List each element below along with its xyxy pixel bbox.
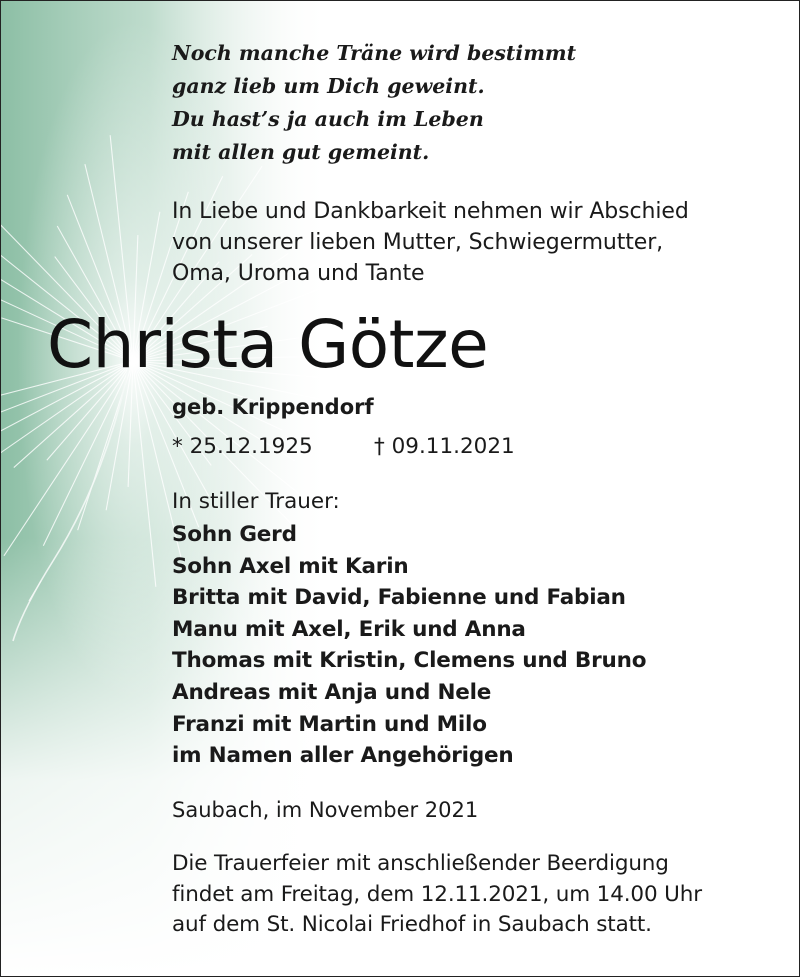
mourner-line: Thomas mit Kristin, Clemens und Bruno xyxy=(172,648,647,674)
mourner-line: Andreas mit Anja und Nele xyxy=(172,679,492,705)
mourner-line: Sohn Axel mit Karin xyxy=(172,553,409,579)
mourner-line: Franzi mit Martin und Milo xyxy=(172,711,487,737)
mourners-list xyxy=(172,519,646,772)
poem-line: ganz lieb um Dich geweint. xyxy=(172,74,485,98)
place-date: Saubach, im November 2021 xyxy=(172,798,479,822)
intro-text xyxy=(172,196,689,289)
funeral-line: Die Trauerfeier mit anschließender Beerdigung xyxy=(172,851,669,876)
poem-line: Noch manche Träne wird bestimmt xyxy=(172,41,577,65)
poem xyxy=(172,37,576,169)
maiden-name: geb. Krippendorf xyxy=(172,395,374,419)
birth-date: * 25.12.1925 xyxy=(172,434,313,459)
mourner-line: Sohn Gerd xyxy=(172,522,297,547)
intro-line: In Liebe und Dankbarkeit nehmen wir Abschied xyxy=(172,199,689,224)
mourner-line: im Namen aller Angehörigen xyxy=(172,743,514,769)
intro-line: von unserer lieben Mutter, Schwiegermutter, xyxy=(172,230,664,255)
funeral-line: findet am Freitag, dem 12.11.2021, um 14.00 Uhr xyxy=(172,881,702,907)
mourner-line: Britta mit David, Fabienne und Fabian xyxy=(172,585,626,611)
intro-line: Oma, Uroma und Tante xyxy=(172,261,425,286)
death-date: † 09.11.2021 xyxy=(374,434,515,459)
poem-line: mit allen gut gemeint. xyxy=(172,140,430,164)
funeral-line: auf dem St. Nicolai Friedhof in Saubach statt. xyxy=(172,912,652,937)
poem-line: Du hast’s ja auch im Leben xyxy=(172,107,484,131)
funeral-info xyxy=(172,849,702,941)
deceased-name: Christa Götze xyxy=(47,306,489,383)
mourning-heading: In stiller Trauer: xyxy=(172,489,340,514)
mourner-line: Manu mit Axel, Erik und Anna xyxy=(172,616,526,642)
